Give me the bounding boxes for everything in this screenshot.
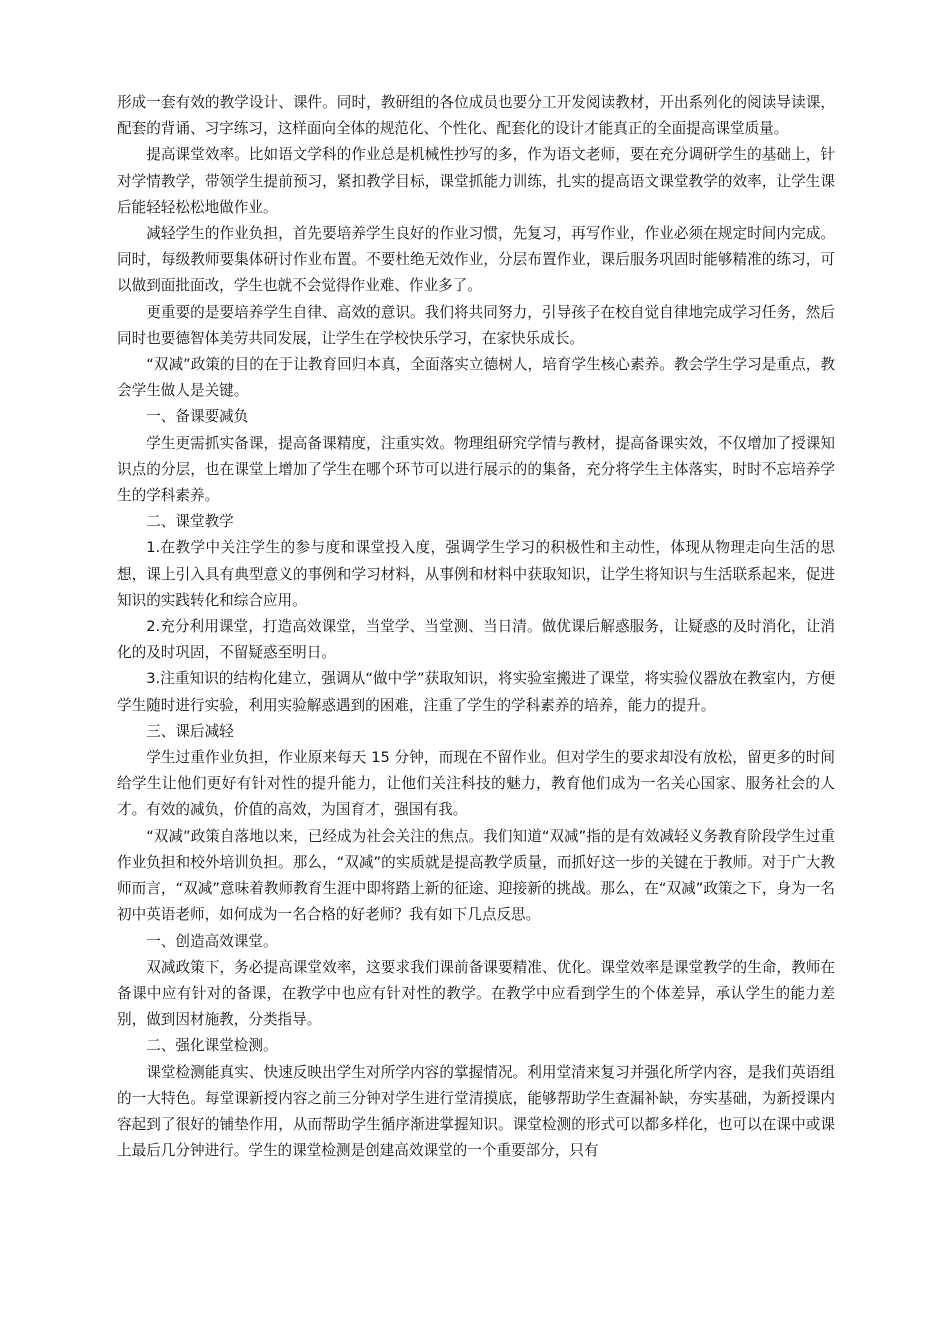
section-heading-after-class: 三、课后减轻 [146, 722, 234, 740]
paragraph-continuation: 形成一套有效的教学设计、课件。同时，教研组的各位成员也要分工开发阅读教材，开出系列化的阅读导读课，配套的背诵、习字练习，这样面向全体的规范化、个性化、配套化的设计才能真正的全面提高课堂质量。 [117, 94, 835, 138]
paragraph-teaching-point-3: 3.注重知识的结构化建立，强调从“做中学”获取知识，将实验室搬进了课堂，将实验仪器放在教室内，方便学生随时进行实验，利用实验解惑遇到的困难，注重了学生的学科素养的培养，能力的提升。 [117, 670, 835, 714]
section-heading-efficient-class: 一、创造高效课堂。 [146, 932, 278, 950]
paragraph-after-class: 学生过重作业负担，作业原来每天 15 分钟，而现在不留作业。但对学生的要求却没有放松，留更多的时间给学生让他们更好有针对性的提升能力，让他们关注科技的魅力，教育他们成为一名关心国家、服务社会的人才。有效的减负，价值的高效，为国育才，强国有我。 [117, 749, 835, 819]
section-heading-class-testing: 二、强化课堂检测。 [146, 1037, 278, 1055]
section-heading-lesson-prep: 一、备课要减负 [146, 408, 249, 426]
paragraph-double-reduction-focus: “双减”政策自落地以来，已经成为社会关注的焦点。我们知道“双减”指的是有效减轻义务教育阶段学生过重作业负担和校外培训负担。那么，“双减”的实质就是提高教学质量，而抓好这一步的关键在于教师。对于广大教师而言，“双减”意味着教师教育生涯中即将踏上新的征途、迎接新的挑战。那么，在“双减”政策之下，身为一名初中英语老师，如何成为一名合格的好老师？我有如下几点反思。 [117, 827, 835, 924]
paragraph-efficient-class: 双减政策下，务必提高课堂效率，这要求我们课前备课要精准、优化。课堂效率是课堂教学的生命，教师在备课中应有针对的备课，在教学中也应有针对性的教学。在教学中应看到学生的个体差异，承认学生的能力差别，做到因材施教，分类指导。 [117, 958, 835, 1029]
paragraph-teaching-point-1: 1.在教学中关注学生的参与度和课堂投入度，强调学生学习的积极性和主动性，体现从物理走向生活的思想，课上引入具有典型意义的事例和学习材料，从事例和材料中获取知识，让学生将知识与生活联系起来，促进知识的实践转化和综合应用。 [117, 539, 835, 609]
section-heading-classroom-teaching: 二、课堂教学 [146, 513, 234, 531]
paragraph-efficiency: 提高课堂效率。比如语文学科的作业总是机械性抄写的多，作为语文老师，要在充分调研学生的基础上，针对学情教学，带领学生提前预习，紧扣教学目标，课堂抓能力训练，扎实的提高语文课堂教学的效率，让学生课后能轻轻松松地做作业。 [117, 146, 835, 216]
paragraph-policy-goal: “双减”政策的目的在于让教育回归本真，全面落实立德树人，培育学生核心素养。教会学生学习是重点，教会学生做人是关键。 [117, 356, 835, 400]
paragraph-lesson-prep: 学生更需抓实备课，提高备课精度，注重实效。物理组研究学情与教材，提高备课实效，不仅增加了授课知识点的分层，也在课堂上增加了学生在哪个环节可以进行展示的的集备，充分将学生主体落实，时时不忘培养学生的学科素养。 [117, 434, 835, 505]
paragraph-self-discipline: 更重要的是要培养学生自律、高效的意识。我们将共同努力，引导孩子在校自觉自律地完成学习任务，然后同时也要德智体美劳共同发展，让学生在学校快乐学习，在家快乐成长。 [117, 303, 835, 347]
paragraph-teaching-point-2: 2.充分利用课堂，打造高效课堂，当堂学、当堂测、当日清。做优课后解惑服务，让疑惑的及时消化，让消化的及时巩固，不留疑惑至明日。 [117, 618, 835, 662]
paragraph-homework-burden: 减轻学生的作业负担，首先要培养学生良好的作业习惯，先复习，再写作业，作业必须在规定时间内完成。同时，每级教师要集体研讨作业布置。不要杜绝无效作业，分层布置作业，课后服务巩固时能够精准的练习，可以做到面批面改，学生也就不会觉得作业难、作业多了。 [117, 225, 835, 295]
paragraph-class-testing: 课堂检测能真实、快速反映出学生对所学内容的掌握情况。利用堂清来复习并强化所学内容，是我们英语组的一大特色。每堂课新授内容之前三分钟对学生进行堂清摸底，能够帮助学生查漏补缺，夯实基础，为新授课内容起到了很好的铺垫作用，从而帮助学生循序渐进掌握知识。课堂检测的形式可以都多样化，也可以在课中或课上最后几分钟进行。学生的课堂检测是创建高效课堂的一个重要部分，只有 [117, 1063, 835, 1160]
document-page [117, 90, 835, 1164]
